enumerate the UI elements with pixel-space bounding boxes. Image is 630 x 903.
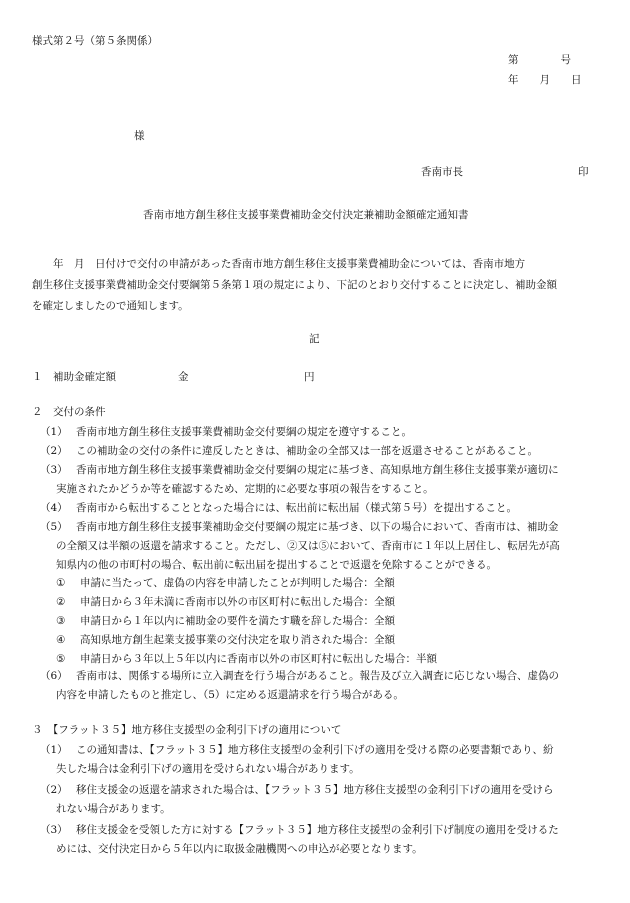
subitem-text: 申請日から３年以上５年以内に香南市以外の市区町村に転出した場合：半額 — [80, 653, 437, 665]
subitem-text: 高知県地方創生起業支援事業の交付決定を取り消された場合：全額 — [80, 634, 395, 646]
item2-heading: ２ 交付の条件 — [32, 406, 106, 418]
intro-line: を確定しましたので通知します。 — [32, 300, 189, 312]
intro-line: 創生移住支援事業費補助金交付要綱第５条第１項の規定により、下記のとおり交付することに決定し、補助金額 — [32, 279, 557, 291]
intro-paragraph — [32, 254, 622, 317]
flat35-text: 移住支援金を受領した方に対する【フラット３５】地方移住支援型の金利引下げ制度の適用を受けるた — [76, 824, 559, 836]
subitem-mark: ③ — [56, 615, 66, 627]
flat35-number: （3） — [40, 824, 68, 836]
condition-number: （3） — [40, 464, 68, 476]
condition-text: 実施されたかどうか等を確認するため、定期的に必要な事項の報告をすること。 — [56, 483, 434, 495]
condition-text: 香南市地方創生移住支援事業補助金交付要綱の規定に基づき、以下の場合において、香南市は、補助金 — [76, 521, 559, 533]
subitem-mark: ⑤ — [56, 653, 66, 665]
condition-number: （2） — [40, 445, 68, 457]
condition-text: 香南市から転出することとなった場合には、転出前に転出届（様式第５号）を提出すること。 — [76, 502, 517, 514]
flat35-number: （2） — [40, 784, 68, 796]
subitem-mark: ④ — [56, 634, 66, 646]
condition-text: 香南市地方創生移住支援事業費補助金交付要綱の規定に基づき、高知県地方創生移住支援事業が適切に — [76, 464, 559, 476]
form-id: 様式第２号（第５条関係） — [32, 35, 158, 47]
subitem-mark: ② — [56, 596, 66, 608]
subitem-mark: ① — [56, 577, 66, 589]
ki-heading: 記 — [309, 333, 320, 345]
flat35-text: めには、交付決定日から５年以内に取扱金融機関への申込が必要となります。 — [56, 843, 423, 855]
document-number: 第 号 — [508, 54, 571, 66]
subitem-text: 申請日から１年以内に補助金の要件を満たす職を辞した場合：全額 — [80, 615, 395, 627]
issuer: 香南市長 — [421, 166, 463, 178]
item3-heading: ３ 【フラット３５】地方移住支援型の金利引下げの適用について — [32, 724, 342, 736]
condition-text: この補助金の交付の条件に違反したときは、補助金の全部又は一部を返還させることがあること。 — [76, 445, 538, 457]
document-date: 年 月 日 — [508, 74, 582, 86]
condition-number: （4） — [40, 502, 68, 514]
condition-number: （1） — [40, 426, 68, 438]
item1-label: 補助金確定額 — [53, 371, 116, 383]
condition-text: 香南市は、関係する場所に立入調査を行う場合があること。報告及び立入調査に応じない場合、虚偽の — [76, 670, 559, 682]
flat35-text: れない場合があります。 — [56, 803, 171, 815]
condition-number: （5） — [40, 521, 68, 533]
addressee: 様 — [134, 130, 145, 142]
intro-line: 年 月 日付けで交付の申請があった香南市地方創生移住支援事業費補助金については、香南市地方 — [32, 258, 526, 270]
flat35-number: （1） — [40, 744, 68, 756]
item1-number: １ — [32, 371, 43, 383]
flat35-text: 失した場合は金利引下げの適用を受けられない場合があります。 — [56, 763, 360, 775]
subitem-text: 申請日から３年未満に香南市以外の市区町村に転出した場合：全額 — [80, 596, 395, 608]
condition-text: 知県内の他の市町村の場合、転出前に転出届を提出することで返還を免除することができる。 — [56, 559, 497, 571]
condition-text: の全額又は半額の返還を請求すること。ただし、②又は⑤において、香南市に１年以上居住し、転居先が高 — [56, 540, 560, 552]
item1-yen: 円 — [304, 371, 315, 383]
document-title: 香南市地方創生移住支援事業費補助金交付決定兼補助金額確定通知書 — [143, 209, 469, 221]
item1-kin: 金 — [178, 371, 189, 383]
subitem-text: 申請に当たって、虚偽の内容を申請したことが判明した場合：全額 — [80, 577, 395, 589]
condition-text: 内容を申請したものと推定し、（5）に定める返還請求を行う場合がある。 — [56, 689, 404, 701]
flat35-text: この通知書は、【フラット３５】地方移住支援型の金利引下げの適用を受ける際の必要書類であり、紛 — [76, 744, 554, 756]
condition-number: （6） — [40, 670, 68, 682]
flat35-text: 移住支援金の返還を請求された場合は、【フラット３５】地方移住支援型の金利引下げの適用を受けら — [76, 784, 554, 796]
condition-text: 香南市地方創生移住支援事業費補助金交付要綱の規定を遵守すること。 — [76, 426, 412, 438]
seal-mark: 印 — [578, 166, 589, 178]
